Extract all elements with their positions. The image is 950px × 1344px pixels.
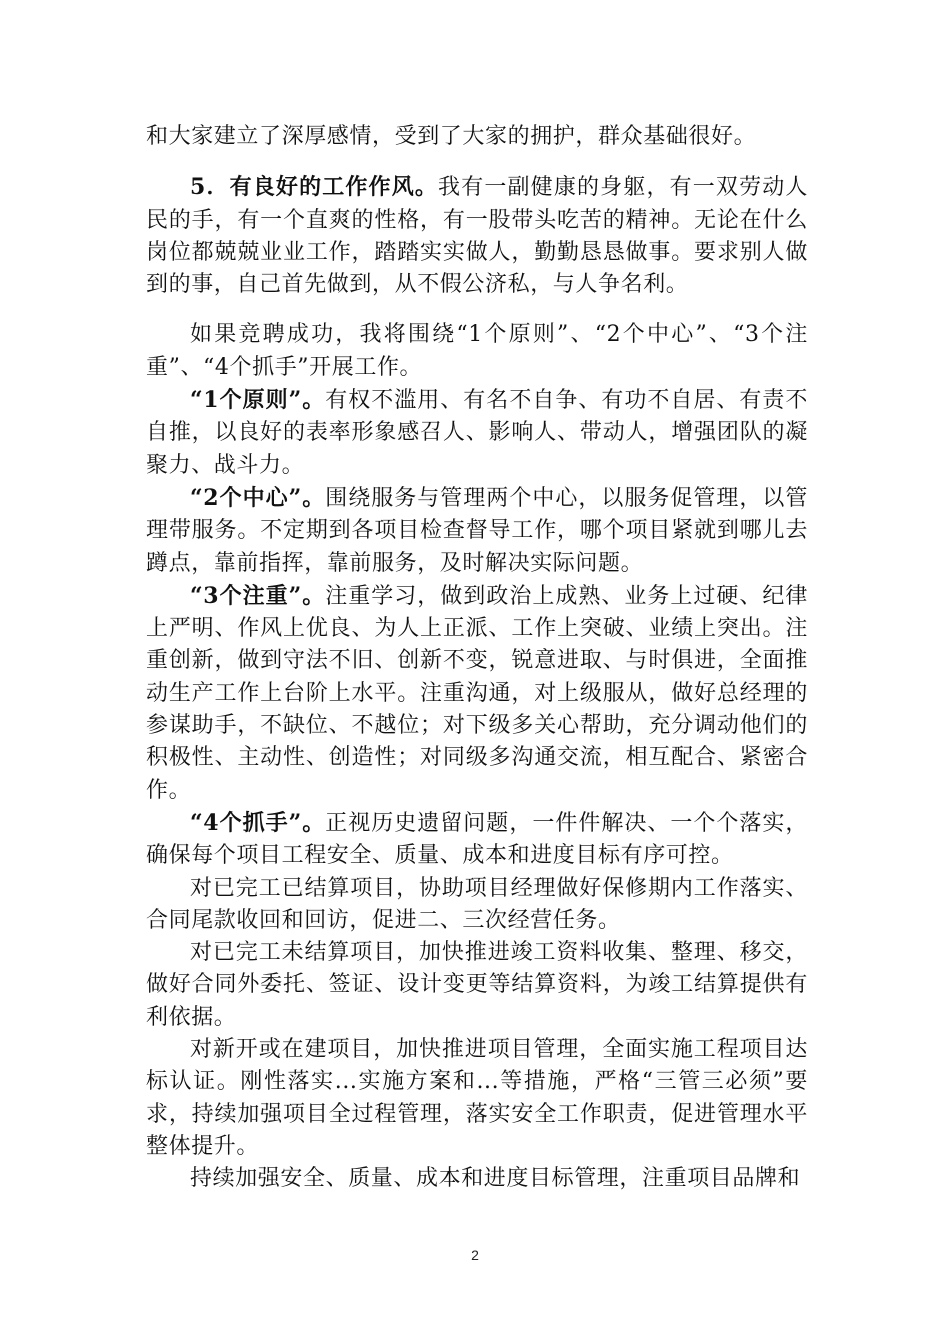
paragraph-body: 围绕服务与管理两个中心，以服务促管理，以管理带服务。不定期到各项目检查督导工作，哪个项目紧就到哪儿去蹲点，靠前指挥，靠前服务，及时解决实际问题。 <box>146 485 808 576</box>
paragraph-intro-plan: 如果竞聘成功，我将围绕“1个原则”、“2个中心”、“3个注重”、“4个抓手”开展工作。 <box>146 322 808 380</box>
paragraph-body: 正视历史遗留问题，一件件解决、一个个落实，确保每个项目工程安全、质量、成本和进度目标有序可控。 <box>146 810 808 869</box>
paragraph-heading: “1个原则”。 <box>190 387 326 414</box>
paragraph-unsettled-projects: 对已完工未结算项目，加快推进竣工资料收集、整理、移交，做好合同外委托、签证、设计变更等结算资料，为竣工结算提供有利依据。 <box>146 940 808 1030</box>
paragraph-body: 注重学习，做到政治上成熟、业务上过硬、纪律上严明、作风上优良、为人上正派、工作上突破、业绩上突出。注重创新，做到守法不旧、创新不变，锐意进取、与时俱进，全面推动生产工作上台阶上水平。注重沟通，对上级服从，做好总经理的参谋助手，不缺位、不越位；对下级多关心帮助，充分调动他们的积极性、主动性、创造性；对同级多沟通交流，相互配合、紧密合作。 <box>146 583 808 803</box>
paragraph-heading: 5．有良好的工作作风。 <box>190 174 439 201</box>
paragraph-continuation: 和大家建立了深厚感情，受到了大家的拥护，群众基础很好。 <box>146 124 757 149</box>
paragraph-target-management: 持续加强安全、质量、成本和进度目标管理，注重项目品牌和 <box>190 1166 801 1192</box>
paragraph-four-grips <box>146 807 808 873</box>
body-text <box>146 121 808 1196</box>
paragraph-three-focuses <box>146 580 808 807</box>
paragraph-heading: “3个注重”。 <box>190 582 326 609</box>
paragraph-body: 我有一副健康的身躯，有一双劳动人民的手，有一个直爽的性格，有一股带头吃苦的精神。无论在什么岗位都兢兢业业工作，踏踏实实做人，勤勤恳恳做事。要求别人做到的事，自己首先做到，从不假公济私，与人争名利。 <box>146 175 808 298</box>
paragraph-heading: “4个抓手”。 <box>190 809 326 836</box>
page-number: 2 <box>471 1247 479 1263</box>
paragraph-two-centers <box>146 482 808 580</box>
paragraph-heading: “2个中心”。 <box>190 484 326 511</box>
paragraph-body: 有权不滥用、有名不自争、有功不自居、有责不自推，以良好的表率形象感召人、影响人、带动人，增强团队的凝聚力、战斗力。 <box>146 388 808 478</box>
paragraph-one-principle <box>146 384 808 482</box>
paragraph-settled-projects: 对已完工已结算项目，协助项目经理做好保修期内工作落实、合同尾款收回和回访，促进二、三次经营任务。 <box>146 875 808 933</box>
paragraph-work-style <box>146 171 808 301</box>
paragraph-new-projects: 对新开或在建项目，加快推进项目管理，全面实施工程项目达标认证。刚性落实...实施方案和...等措施，严格“三管三必须”要求，持续加强项目全过程管理，落实安全工作职责，促进管理水平整体提升。 <box>146 1037 808 1159</box>
